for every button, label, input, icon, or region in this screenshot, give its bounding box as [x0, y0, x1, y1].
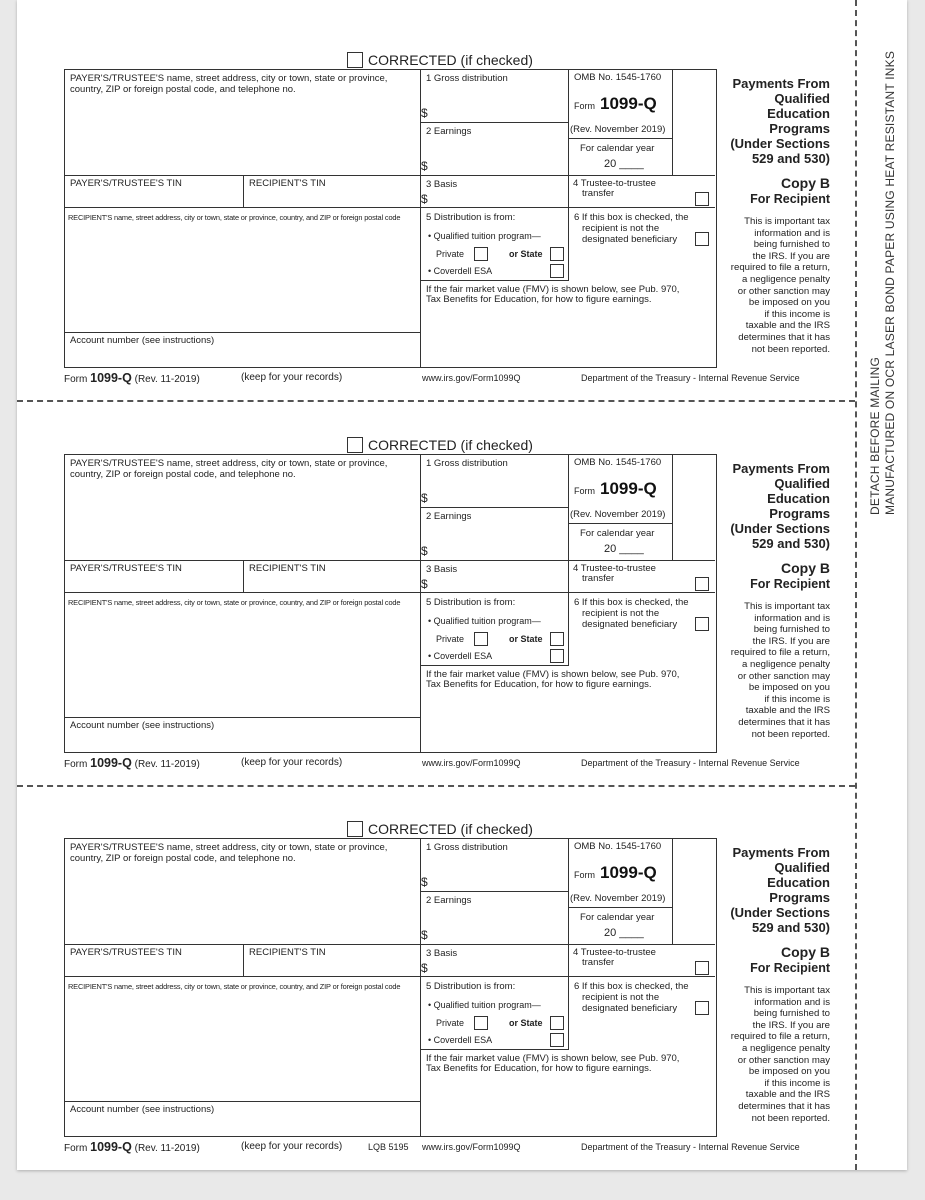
form-title-line: (Under Sections [730, 521, 830, 536]
box3-label: 3 Basis [426, 179, 458, 190]
box1-label: 1 Gross distribution [426, 842, 508, 853]
box4-checkbox[interactable] [695, 192, 709, 206]
box6-checkbox[interactable] [695, 232, 709, 246]
calendar-year-field[interactable]: 20 ____ [604, 158, 644, 170]
grid-divider [420, 891, 569, 892]
copy-b-label: Copy B [781, 175, 830, 191]
box6-checkbox[interactable] [695, 617, 709, 631]
grid-divider [420, 507, 569, 508]
copy-b-label: Copy B [781, 560, 830, 576]
notice-line: be imposed on you [748, 297, 830, 309]
notice-line: determines that it has [738, 716, 830, 728]
footer-form-id [64, 756, 200, 770]
revision-date: (Rev. November 2019) [570, 893, 666, 904]
box6-label: 6 If this box is checked, the [574, 981, 689, 992]
grid-divider [64, 175, 715, 176]
box3-dollar: $ [421, 192, 428, 206]
notice-line: required to file a return, [730, 647, 830, 659]
private-checkbox[interactable] [474, 1016, 488, 1030]
box6-label-2: recipient is not the [582, 608, 660, 619]
payer-block-label: PAYER'S/TRUSTEE'S name, street address, city or town, state or province, country, ZIP or foreign postal code, and telephone no. [70, 842, 388, 864]
box3-dollar: $ [421, 961, 428, 975]
revision-date: (Rev. November 2019) [570, 124, 666, 135]
form-title-line: Education [767, 875, 830, 890]
notice-line: being furnished to [753, 1008, 830, 1020]
calendar-year-field[interactable]: 20 ____ [604, 927, 644, 939]
notice-line: information and is [754, 227, 830, 239]
private-label: Private [436, 249, 465, 259]
box4-label-2: transfer [582, 573, 615, 584]
notice-line: a negligence penalty [741, 273, 830, 285]
box6-label-2: recipient is not the [582, 223, 660, 234]
notice-line: if this income is [764, 308, 830, 320]
grid-divider [420, 207, 715, 208]
footer-revision: (Rev. 11-2019) [134, 374, 200, 385]
form-title-line: Education [767, 491, 830, 506]
copy-b-label: Copy B [781, 944, 830, 960]
grid-divider [568, 175, 569, 280]
payer-tin-label: PAYER'S/TRUSTEE'S TIN [70, 947, 182, 958]
box4-checkbox[interactable] [695, 577, 709, 591]
notice-line: This is important tax [744, 985, 830, 996]
form-title-line: Payments From [732, 76, 830, 91]
corrected-label: CORRECTED (if checked) [368, 437, 533, 453]
calendar-year-label: For calendar year [580, 143, 655, 154]
form-copy-1 [0, 0, 925, 385]
calendar-year-field[interactable]: 20 ____ [604, 543, 644, 555]
footer-url: www.irs.gov/Form1099Q [422, 373, 521, 383]
payer-tin-label: PAYER'S/TRUSTEE'S TIN [70, 178, 182, 189]
fmv-note-line-2: Tax Benefits for Education, for how to figure earnings. [426, 1063, 652, 1074]
notice-line: be imposed on you [748, 1066, 830, 1078]
form-title [700, 461, 830, 551]
footer-department: Department of the Treasury - Internal Revenue Service [581, 1142, 800, 1152]
grid-divider [420, 280, 569, 281]
form-title-line: (Under Sections [730, 136, 830, 151]
box1-dollar: $ [421, 491, 428, 505]
notice-line: be imposed on you [748, 682, 830, 694]
box4-label: 4 Trustee-to-trustee [573, 947, 656, 958]
box2-dollar: $ [421, 544, 428, 558]
notice-line: taxable and the IRS [745, 320, 830, 332]
form-word: Form [574, 486, 595, 496]
grid-divider [243, 175, 244, 207]
box5-label: 5 Distribution is from: [426, 981, 516, 992]
private-checkbox[interactable] [474, 632, 488, 646]
coverdell-esa-checkbox[interactable] [550, 264, 564, 278]
payer-block-label: PAYER'S/TRUSTEE'S name, street address, city or town, state or province, country, ZIP or foreign postal code, and telephone no. [70, 458, 388, 480]
for-recipient-label: For Recipient [750, 961, 830, 975]
grid-divider [64, 560, 715, 561]
notice-line: taxable and the IRS [745, 1089, 830, 1101]
form-number: 1099-Q [600, 479, 657, 498]
box4-label: 4 Trustee-to-trustee [573, 563, 656, 574]
notice-line: if this income is [764, 693, 830, 705]
grid-divider [568, 560, 569, 665]
grid-divider [420, 122, 569, 123]
corrected-checkbox[interactable] [347, 437, 363, 453]
box1-label: 1 Gross distribution [426, 73, 508, 84]
fmv-note-line-1: If the fair market value (FMV) is shown below, see Pub. 970, [426, 284, 680, 295]
qualified-tuition-program-label: • Qualified tuition program— [428, 231, 541, 241]
notice-line: or other sanction may [737, 285, 830, 297]
box5-label: 5 Distribution is from: [426, 212, 516, 223]
box4-label-2: transfer [582, 957, 615, 968]
box2-label: 2 Earnings [426, 511, 472, 522]
form-title [700, 845, 830, 935]
notice-line: determines that it has [738, 331, 830, 343]
coverdell-esa-label: • Coverdell ESA [428, 266, 493, 276]
notice-line: taxable and the IRS [745, 705, 830, 717]
fmv-note-line-1: If the fair market value (FMV) is shown below, see Pub. 970, [426, 1053, 680, 1064]
grid-divider [568, 138, 673, 139]
fmv-note-line-2: Tax Benefits for Education, for how to figure earnings. [426, 679, 652, 690]
qualified-tuition-program-label: • Qualified tuition program— [428, 616, 541, 626]
grid-divider [64, 976, 421, 977]
fmv-note-line-2: Tax Benefits for Education, for how to figure earnings. [426, 294, 652, 305]
corrected-checkbox[interactable] [347, 821, 363, 837]
calendar-year-label: For calendar year [580, 912, 655, 923]
box2-label: 2 Earnings [426, 895, 472, 906]
footer-department: Department of the Treasury - Internal Revenue Service [581, 758, 800, 768]
box6-label-3: designated beneficiary [582, 619, 678, 630]
box6-label: 6 If this box is checked, the [574, 597, 689, 608]
form-title-line: Payments From [732, 845, 830, 860]
form-title-line: 529 and 530) [751, 536, 830, 551]
corrected-checkbox[interactable] [347, 52, 363, 68]
grid-divider [672, 838, 673, 944]
state-checkbox[interactable] [550, 1016, 564, 1030]
coverdell-esa-label: • Coverdell ESA [428, 1035, 493, 1045]
box1-dollar: $ [421, 106, 428, 120]
grid-divider [672, 69, 673, 175]
recipient-block-label: RECIPIENT'S name, street address, city or town, state or province, country, and ZIP or foreign postal code [68, 598, 401, 607]
recipient-notice [715, 216, 830, 355]
form-title-line: Programs [769, 121, 830, 136]
form-word: Form [574, 870, 595, 880]
form-title-line: 529 and 530) [751, 920, 830, 935]
state-checkbox[interactable] [550, 632, 564, 646]
omb-number: OMB No. 1545-1760 [574, 72, 662, 83]
footer-form-number: 1099-Q [90, 1140, 132, 1154]
recipient-tin-label: RECIPIENT'S TIN [249, 947, 326, 958]
calendar-year-label: For calendar year [580, 528, 655, 539]
form-number: 1099-Q [600, 94, 657, 113]
form-title-line: (Under Sections [730, 905, 830, 920]
box6-label: 6 If this box is checked, the [574, 212, 689, 223]
notice-line: This is important tax [744, 601, 830, 612]
grid-divider [243, 560, 244, 592]
recipient-notice [715, 601, 830, 740]
grid-divider [672, 454, 673, 560]
notice-line: required to file a return, [730, 262, 830, 274]
notice-line: not been reported. [751, 728, 830, 740]
form-copy-3 [0, 769, 925, 1154]
coverdell-esa-label: • Coverdell ESA [428, 651, 493, 661]
grid-divider [64, 332, 421, 333]
form-title-line: Qualified [774, 476, 830, 491]
notice-line: required to file a return, [730, 1031, 830, 1043]
footer-code: LQB 5195 [368, 1142, 409, 1152]
notice-line: or other sanction may [737, 670, 830, 682]
box1-dollar: $ [421, 875, 428, 889]
footer-keep-note: (keep for your records) [241, 1141, 343, 1152]
payer-tin-label: PAYER'S/TRUSTEE'S TIN [70, 563, 182, 574]
box2-dollar: $ [421, 928, 428, 942]
account-number-label: Account number (see instructions) [70, 720, 215, 731]
grid-divider [420, 976, 715, 977]
form-title-line: 529 and 530) [751, 151, 830, 166]
box2-label: 2 Earnings [426, 126, 472, 137]
footer-url: www.irs.gov/Form1099Q [422, 758, 521, 768]
footer-department: Department of the Treasury - Internal Revenue Service [581, 373, 800, 383]
box4-label: 4 Trustee-to-trustee [573, 178, 656, 189]
notice-line: if this income is [764, 1077, 830, 1089]
grid-divider [420, 592, 715, 593]
notice-line: a negligence penalty [741, 658, 830, 670]
footer-revision: (Rev. 11-2019) [134, 1143, 200, 1154]
grid-divider [568, 907, 673, 908]
omb-number: OMB No. 1545-1760 [574, 841, 662, 852]
or-state-label: or State [509, 634, 543, 644]
box6-label-3: designated beneficiary [582, 1003, 678, 1014]
footer-form-id [64, 371, 200, 385]
footer-form-id [64, 1140, 200, 1154]
or-state-label: or State [509, 1018, 543, 1028]
notice-line: information and is [754, 612, 830, 624]
recipient-block-label: RECIPIENT'S name, street address, city or town, state or province, country, and ZIP or foreign postal code [68, 213, 401, 222]
form-title-line: Payments From [732, 461, 830, 476]
private-checkbox[interactable] [474, 247, 488, 261]
box3-label: 3 Basis [426, 948, 458, 959]
recipient-notice [715, 985, 830, 1124]
recipient-tin-label: RECIPIENT'S TIN [249, 178, 326, 189]
footer-keep-note: (keep for your records) [241, 372, 343, 383]
box3-dollar: $ [421, 577, 428, 591]
private-label: Private [436, 634, 465, 644]
footer-url: www.irs.gov/Form1099Q [422, 1142, 521, 1152]
box3-label: 3 Basis [426, 564, 458, 575]
footer-keep-note: (keep for your records) [241, 757, 343, 768]
notice-line: information and is [754, 996, 830, 1008]
grid-divider [64, 1101, 421, 1102]
private-label: Private [436, 1018, 465, 1028]
grid-divider [568, 944, 569, 1049]
for-recipient-label: For Recipient [750, 192, 830, 206]
recipient-tin-label: RECIPIENT'S TIN [249, 563, 326, 574]
footer-form-number: 1099-Q [90, 756, 132, 770]
box2-dollar: $ [421, 159, 428, 173]
box6-label-2: recipient is not the [582, 992, 660, 1003]
revision-date: (Rev. November 2019) [570, 509, 666, 520]
notice-line: not been reported. [751, 1112, 830, 1124]
footer-revision: (Rev. 11-2019) [134, 759, 200, 770]
account-number-label: Account number (see instructions) [70, 335, 215, 346]
for-recipient-label: For Recipient [750, 577, 830, 591]
payer-block-label: PAYER'S/TRUSTEE'S name, street address, city or town, state or province, country, ZIP or foreign postal code, and telephone no. [70, 73, 388, 95]
box6-label-3: designated beneficiary [582, 234, 678, 245]
state-checkbox[interactable] [550, 247, 564, 261]
form-title-line: Education [767, 106, 830, 121]
form-title-line: Qualified [774, 91, 830, 106]
grid-divider [64, 207, 421, 208]
notice-line: the IRS. If you are [752, 250, 830, 262]
notice-line: or other sanction may [737, 1054, 830, 1066]
form-word: Form [574, 101, 595, 111]
or-state-label: or State [509, 249, 543, 259]
box1-label: 1 Gross distribution [426, 458, 508, 469]
grid-divider [64, 944, 715, 945]
recipient-block-label: RECIPIENT'S name, street address, city or town, state or province, country, and ZIP or foreign postal code [68, 982, 401, 991]
grid-divider [64, 592, 421, 593]
notice-line: the IRS. If you are [752, 1019, 830, 1031]
grid-divider [420, 665, 569, 666]
notice-line: determines that it has [738, 1100, 830, 1112]
notice-line: This is important tax [744, 216, 830, 227]
fmv-note-line-1: If the fair market value (FMV) is shown below, see Pub. 970, [426, 669, 680, 680]
box5-label: 5 Distribution is from: [426, 597, 516, 608]
account-number-label: Account number (see instructions) [70, 1104, 215, 1115]
grid-divider [568, 523, 673, 524]
footer-form-number: 1099-Q [90, 371, 132, 385]
box4-checkbox[interactable] [695, 961, 709, 975]
form-copy-2 [0, 385, 925, 770]
form-title [700, 76, 830, 166]
coverdell-esa-checkbox[interactable] [550, 649, 564, 663]
grid-divider [420, 1049, 569, 1050]
grid-divider [243, 944, 244, 976]
notice-line: being furnished to [753, 239, 830, 251]
side-note-line-2: MANUFACTURED ON OCR LASER BOND PAPER USING HEAT RESISTANT INKS [883, 50, 897, 515]
footer-form-word: Form [64, 374, 88, 385]
box4-label-2: transfer [582, 188, 615, 199]
notice-line: not been reported. [751, 343, 830, 355]
corrected-label: CORRECTED (if checked) [368, 821, 533, 837]
notice-line: the IRS. If you are [752, 635, 830, 647]
form-title-line: Qualified [774, 860, 830, 875]
box6-checkbox[interactable] [695, 1001, 709, 1015]
omb-number: OMB No. 1545-1760 [574, 457, 662, 468]
form-title-line: Programs [769, 506, 830, 521]
footer-form-word: Form [64, 759, 88, 770]
footer-form-word: Form [64, 1143, 88, 1154]
side-note-line-1: DETACH BEFORE MAILING [868, 357, 882, 515]
coverdell-esa-checkbox[interactable] [550, 1033, 564, 1047]
qualified-tuition-program-label: • Qualified tuition program— [428, 1000, 541, 1010]
notice-line: being furnished to [753, 624, 830, 636]
grid-divider [64, 717, 421, 718]
form-number: 1099-Q [600, 863, 657, 882]
form-title-line: Programs [769, 890, 830, 905]
corrected-label: CORRECTED (if checked) [368, 52, 533, 68]
notice-line: a negligence penalty [741, 1042, 830, 1054]
